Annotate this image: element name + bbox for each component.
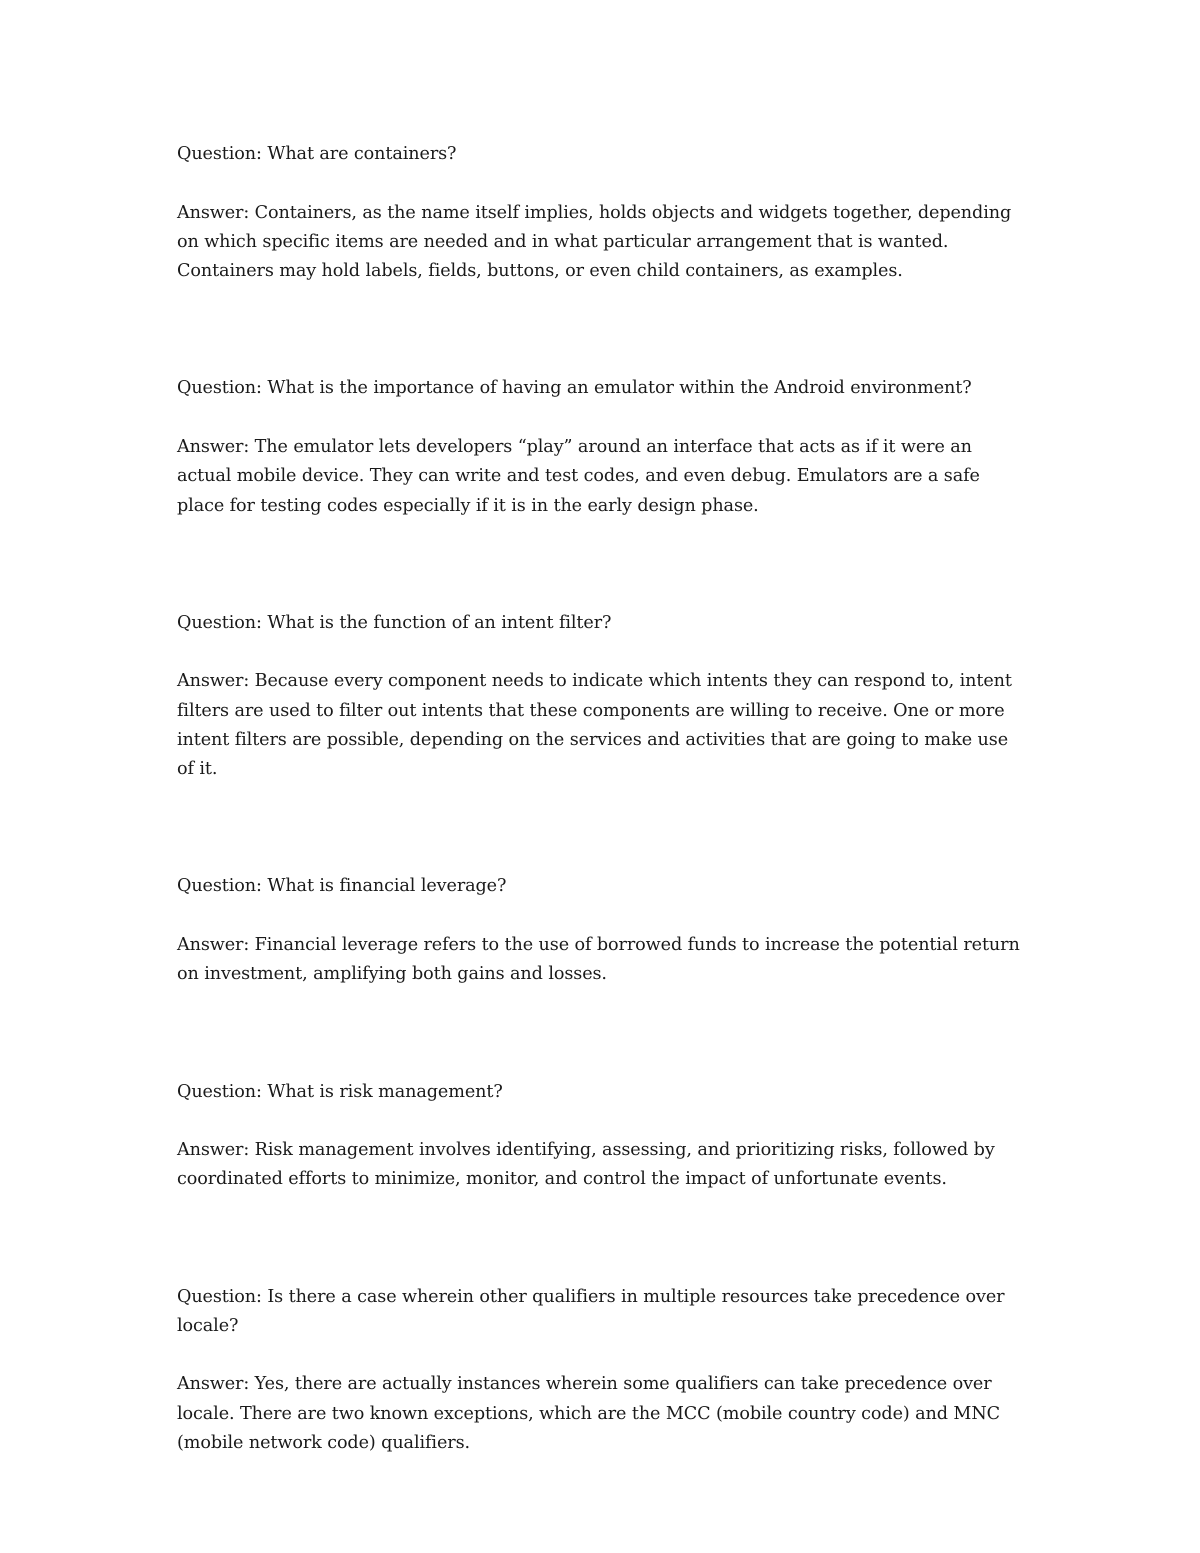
section-gap bbox=[177, 286, 1027, 374]
answer-text: Answer: Because every component needs to indicate which intents they can respond to, intent filters are used to filter out intents that these components are willing to receive. One or more intent filters are possible, depending on the services and activities that are going to make use of it. bbox=[177, 671, 1012, 780]
question-text: Question: What is the importance of having an emulator within the Android environment? bbox=[177, 378, 972, 399]
qa-block-financial-leverage bbox=[177, 872, 1027, 989]
question-text: Question: What are containers? bbox=[177, 144, 457, 164]
section-gap bbox=[177, 1195, 1027, 1283]
answer-text: Answer: Risk management involves identifying, assessing, and prioritizing risks, followed by coordinated efforts to minimize, monitor, and control the impact of unfortunate events. bbox=[177, 1140, 995, 1190]
answer-text: Answer: Containers, as the name itself implies, holds objects and widgets together, depending on which specific items are needed and in what particular arrangement that is wanted. Containers may hold labels, fields, buttons, or even child containers, as examples. bbox=[177, 202, 1012, 282]
section-gap bbox=[177, 521, 1027, 609]
qa-block-intent-filter bbox=[177, 609, 1027, 785]
answer-text: Answer: Financial leverage refers to the use of borrowed funds to increase the potential return on investment, amplifying both gains and losses. bbox=[177, 935, 1020, 985]
qa-block-emulator bbox=[177, 374, 1027, 520]
qa-block-containers bbox=[177, 140, 1027, 286]
answer-text: Answer: Yes, there are actually instances wherein some qualifiers can take precedence over locale. There are two known exceptions, which are the MCC (mobile country code) and MNC (mobile network code) qualifiers. bbox=[177, 1374, 1001, 1454]
document-body bbox=[177, 140, 1027, 1458]
section-gap bbox=[177, 990, 1027, 1078]
question-text: Question: What is financial leverage? bbox=[177, 876, 507, 897]
answer-text: Answer: The emulator lets developers “play” around an interface that acts as if it were an actual mobile device. They can write and test codes, and even debug. Emulators are a safe place for testing codes especially if it is in the early design phase. bbox=[177, 436, 980, 516]
qa-block-qualifiers bbox=[177, 1283, 1027, 1459]
question-text: Question: What is the function of an intent filter? bbox=[177, 612, 612, 633]
qa-block-risk-management bbox=[177, 1078, 1027, 1195]
question-text: Question: What is risk management? bbox=[177, 1081, 503, 1102]
question-text: Question: Is there a case wherein other qualifiers in multiple resources take precedence over locale? bbox=[177, 1286, 1005, 1336]
section-gap bbox=[177, 785, 1027, 873]
